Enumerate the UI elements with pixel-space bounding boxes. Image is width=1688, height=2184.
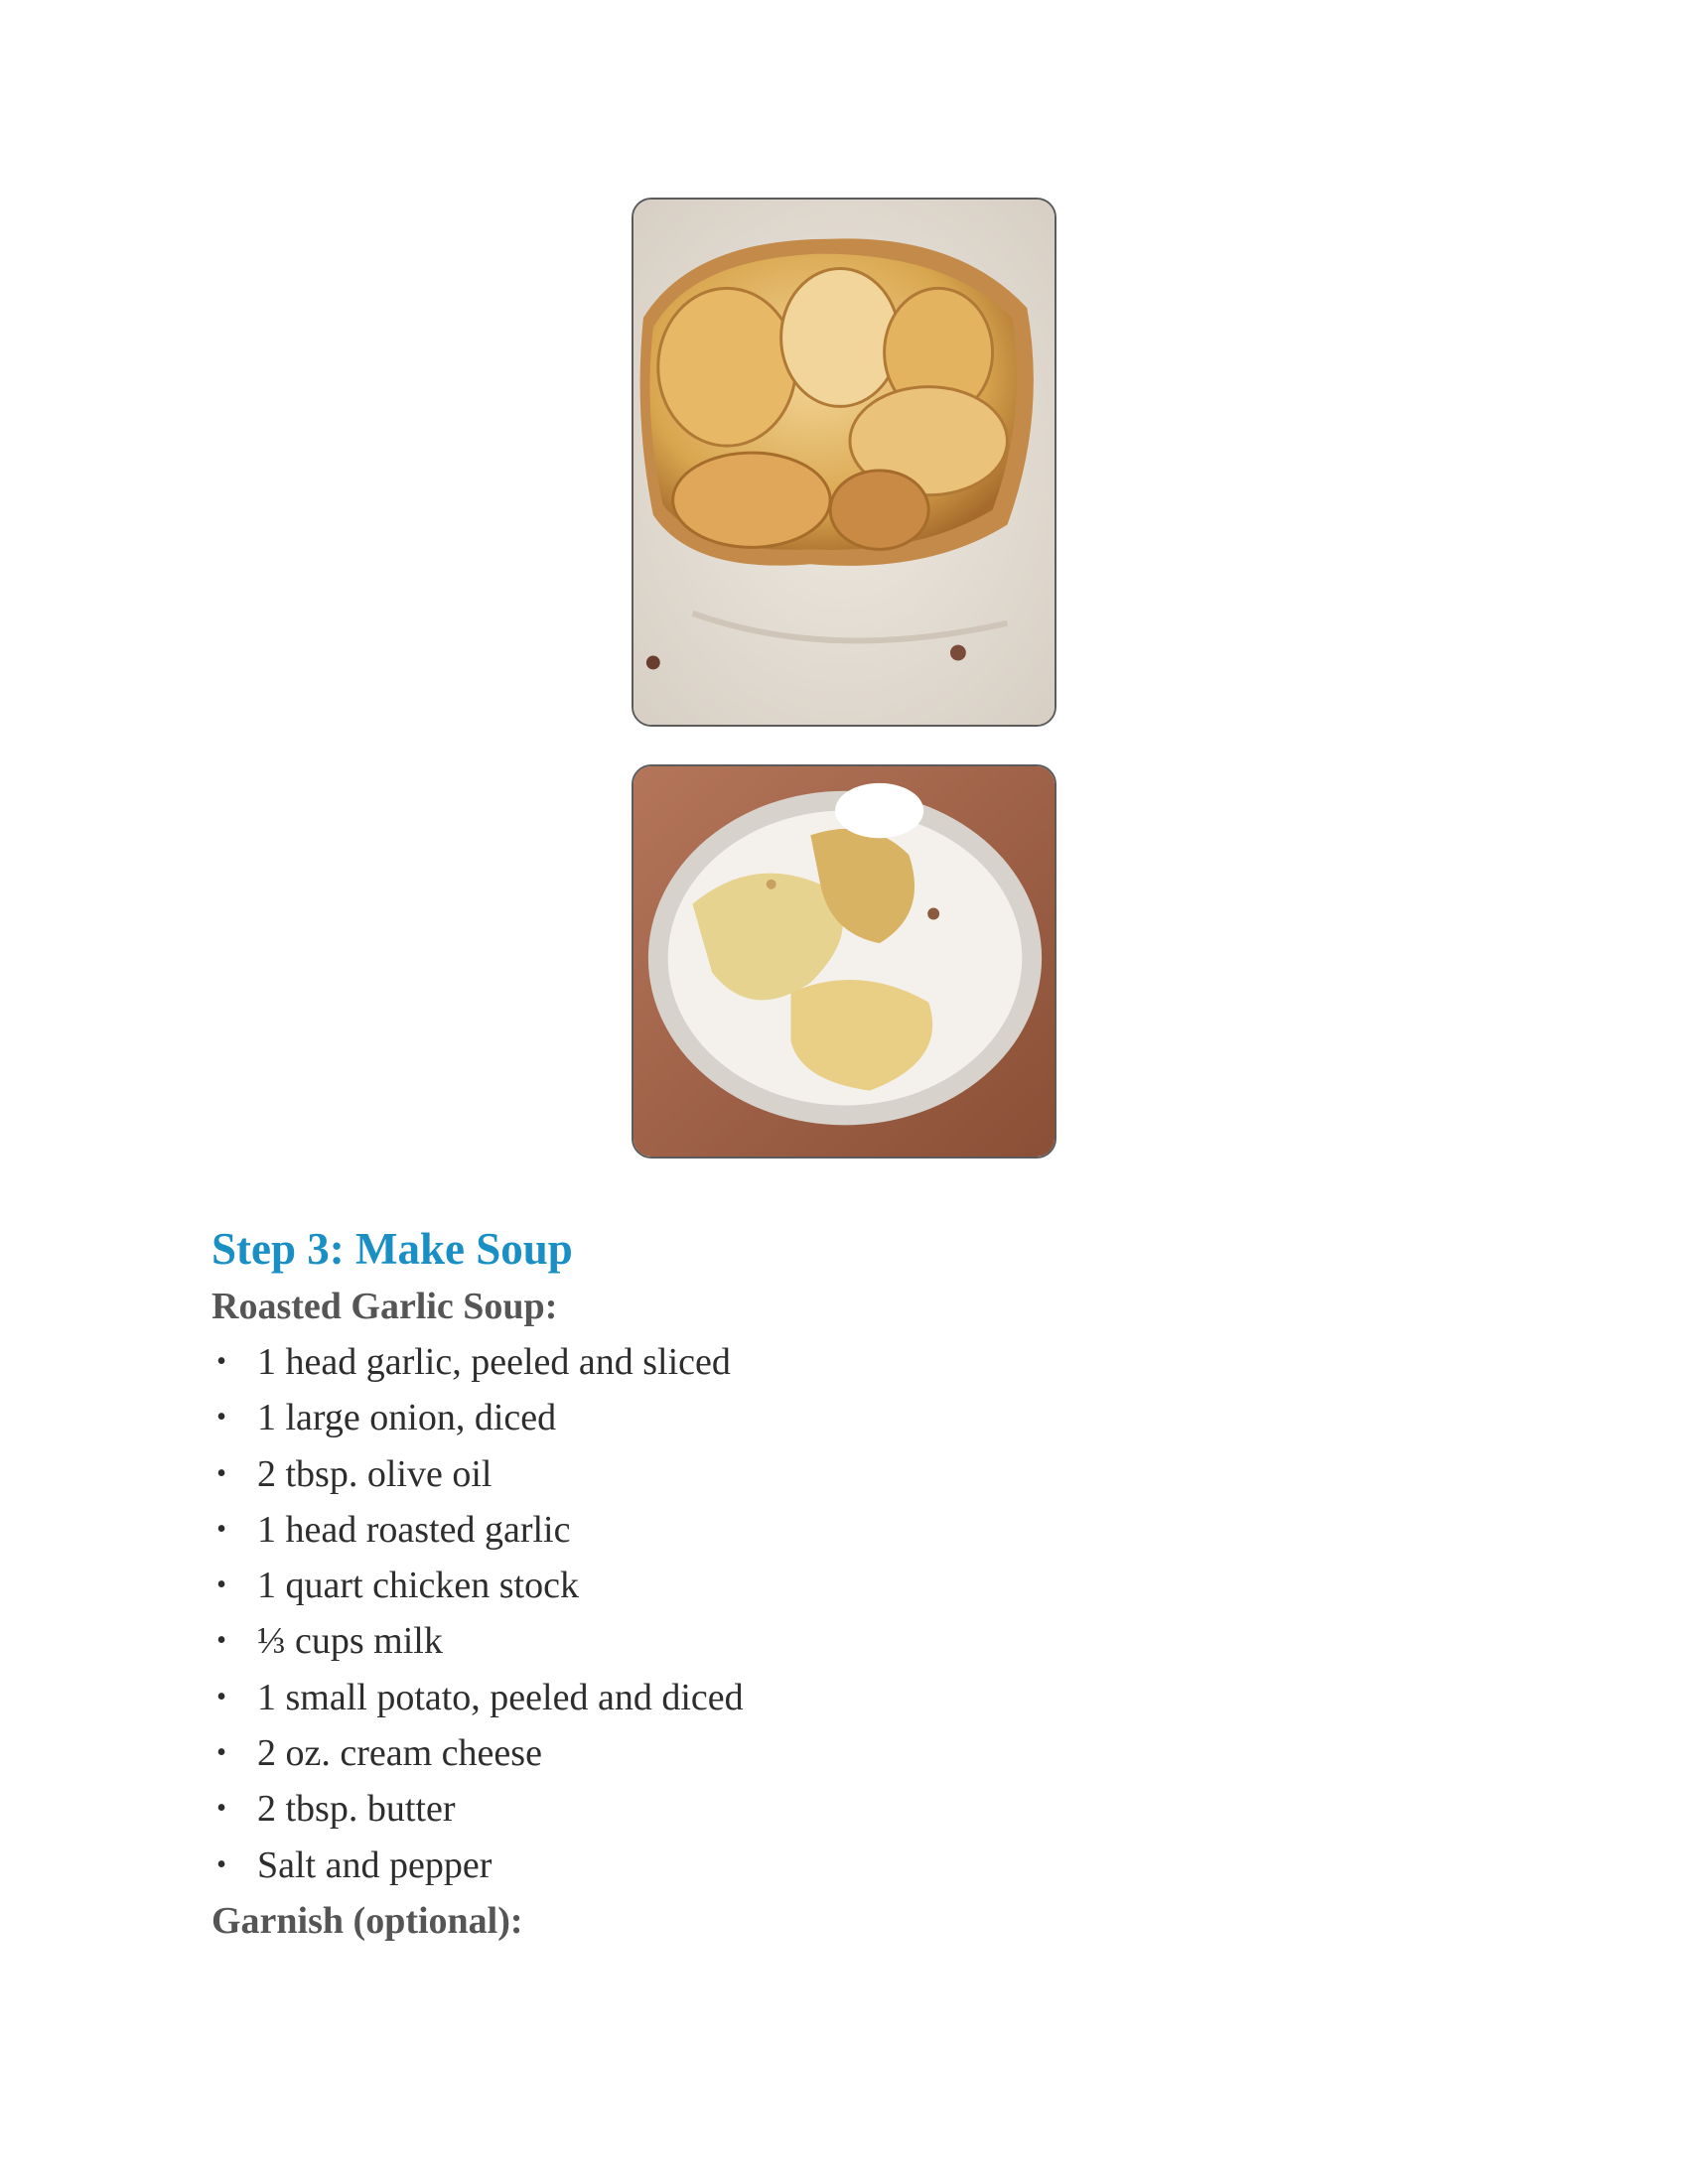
ingredient-text: 1 large onion, diced bbox=[257, 1397, 557, 1439]
ingredient-text: 2 tbsp. olive oil bbox=[257, 1452, 492, 1495]
bullet-icon: • bbox=[216, 1625, 226, 1657]
recipe-section bbox=[211, 1219, 1482, 1949]
ingredient-item bbox=[211, 1558, 1482, 1613]
garlic-bowl-photo bbox=[632, 764, 1056, 1159]
roasted-garlic-image bbox=[633, 200, 1055, 725]
roasted-garlic-photo bbox=[632, 198, 1056, 727]
ingredient-item bbox=[211, 1446, 1482, 1502]
ingredient-text: 1 head roasted garlic bbox=[257, 1508, 571, 1551]
bullet-icon: • bbox=[216, 1570, 226, 1601]
bullet-icon: • bbox=[216, 1681, 226, 1712]
ingredient-item bbox=[211, 1725, 1482, 1781]
bullet-icon: • bbox=[216, 1346, 226, 1377]
ingredient-list bbox=[211, 1334, 1482, 1893]
ingredient-item bbox=[211, 1502, 1482, 1558]
bullet-icon: • bbox=[216, 1402, 226, 1433]
ingredient-item bbox=[211, 1781, 1482, 1837]
bullet-icon: • bbox=[216, 1848, 226, 1880]
ingredient-item bbox=[211, 1670, 1482, 1725]
recipe-title: Roasted Garlic Soup: bbox=[211, 1286, 558, 1327]
bullet-icon: • bbox=[216, 1737, 226, 1769]
ingredient-text: 1 head garlic, peeled and sliced bbox=[257, 1341, 731, 1383]
ingredient-text: 2 oz. cream cheese bbox=[257, 1732, 542, 1775]
ingredient-item bbox=[211, 1838, 1482, 1893]
garnish-title: Garnish (optional): bbox=[211, 1899, 523, 1942]
bullet-icon: • bbox=[216, 1513, 226, 1545]
ingredient-item bbox=[211, 1390, 1482, 1445]
step-heading: Step 3: Make Soup bbox=[211, 1224, 573, 1274]
bullet-icon: • bbox=[216, 1793, 226, 1825]
ingredient-text: 1 small potato, peeled and diced bbox=[257, 1676, 744, 1718]
ingredient-text: ⅓ cups milk bbox=[257, 1620, 443, 1663]
garlic-bowl-image bbox=[633, 766, 1055, 1157]
ingredient-text: Salt and pepper bbox=[257, 1843, 492, 1886]
ingredient-item bbox=[211, 1613, 1482, 1669]
ingredient-text: 1 quart chicken stock bbox=[257, 1565, 579, 1607]
ingredient-item bbox=[211, 1334, 1482, 1390]
bullet-icon: • bbox=[216, 1457, 226, 1489]
ingredient-text: 2 tbsp. butter bbox=[257, 1788, 456, 1831]
